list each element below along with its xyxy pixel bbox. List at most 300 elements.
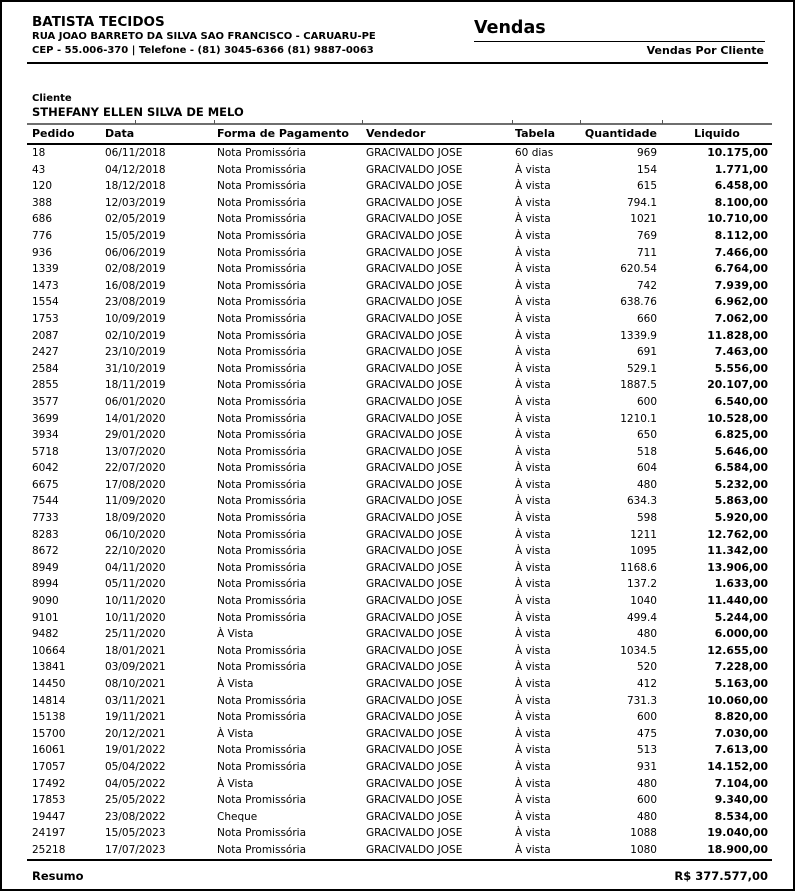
cell-quantidade: 1339.9 — [620, 329, 657, 342]
table-row — [27, 361, 772, 378]
table-row — [27, 162, 772, 179]
cell-tabela: À vista — [515, 578, 551, 591]
header-cell-vendedor: Vendedor — [366, 124, 515, 144]
cell-quantidade: 691 — [636, 346, 657, 359]
cell-tabela: À vista — [515, 727, 551, 740]
cell-forma-de-pagamento: Nota Promissória — [217, 794, 307, 807]
summary-label: Resumo — [32, 868, 84, 883]
cell-quantidade: 634.3 — [626, 495, 657, 508]
cell-quantidade: 620.54 — [620, 263, 657, 276]
cell-quantidade: 660 — [636, 312, 657, 325]
cell-tabela: À vista — [515, 279, 551, 292]
cell-forma-de-pagamento: Nota Promissória — [217, 180, 307, 193]
cell-liquido: 7.228,00 — [714, 660, 768, 674]
cell-quantidade: 1034.5 — [620, 644, 657, 657]
cell-data: 18/01/2021 — [105, 644, 166, 657]
cell-liquido: 19.040,00 — [707, 826, 768, 840]
cell-pedido: 13841 — [32, 661, 66, 674]
cell-vendedor: GRACIVALDO JOSE — [366, 495, 463, 508]
table-row — [27, 776, 772, 793]
cell-vendedor: GRACIVALDO JOSE — [366, 263, 463, 276]
column-tick — [662, 120, 663, 124]
cell-forma-de-pagamento: Nota Promissória — [217, 346, 307, 359]
cell-liquido: 12.655,00 — [707, 643, 768, 657]
cell-forma-de-pagamento: Nota Promissória — [217, 429, 307, 442]
cell-liquido: 6.000,00 — [714, 627, 768, 641]
cell-vendedor: GRACIVALDO JOSE — [366, 545, 463, 558]
cell-tabela: À vista — [515, 628, 551, 641]
cell-quantidade: 1021 — [630, 213, 657, 226]
cell-tabela: À vista — [515, 545, 551, 558]
cell-forma-de-pagamento: Nota Promissória — [217, 661, 307, 674]
cell-data: 12/03/2019 — [105, 196, 166, 209]
column-tick — [362, 120, 363, 124]
cell-data: 16/08/2019 — [105, 279, 166, 292]
table-row — [27, 593, 772, 610]
cell-data: 06/11/2018 — [105, 147, 166, 159]
table-row — [27, 294, 772, 311]
cell-liquido: 7.104,00 — [714, 776, 768, 790]
cell-pedido: 3699 — [32, 412, 59, 425]
summary-total: R$ 377.577,00 — [674, 868, 768, 883]
cell-forma-de-pagamento: Nota Promissória — [217, 827, 307, 840]
cell-quantidade: 499.4 — [626, 611, 657, 624]
cell-quantidade: 1211 — [630, 528, 657, 541]
cell-data: 15/05/2023 — [105, 827, 166, 840]
cell-pedido: 3934 — [32, 429, 59, 442]
cell-forma-de-pagamento: Nota Promissória — [217, 312, 307, 325]
cell-tabela: 60 dias — [515, 147, 554, 159]
cell-tabela: À vista — [515, 843, 551, 856]
cell-pedido: 2855 — [32, 379, 59, 392]
cell-pedido: 10664 — [32, 644, 66, 657]
cell-quantidade: 480 — [636, 777, 657, 790]
cell-pedido: 2584 — [32, 362, 59, 375]
cell-pedido: 17057 — [32, 760, 66, 773]
cell-data: 05/11/2020 — [105, 578, 166, 591]
header-divider — [27, 62, 768, 64]
table-row — [27, 792, 772, 809]
cell-quantidade: 1088 — [630, 827, 657, 840]
cell-liquido: 20.107,00 — [707, 378, 768, 392]
cell-data: 06/06/2019 — [105, 246, 166, 259]
cell-quantidade: 1080 — [630, 843, 657, 856]
table-row — [27, 825, 772, 842]
cell-tabela: À vista — [515, 744, 551, 757]
cell-data: 04/05/2022 — [105, 777, 166, 790]
cell-forma-de-pagamento: À Vista — [217, 678, 254, 690]
cell-tabela: À vista — [515, 346, 551, 359]
cell-pedido: 776 — [32, 229, 53, 242]
cell-vendedor: GRACIVALDO JOSE — [366, 395, 463, 408]
table-row — [27, 178, 772, 195]
cell-pedido: 16061 — [32, 744, 66, 757]
cell-quantidade: 615 — [636, 180, 657, 193]
column-tick — [135, 120, 136, 124]
cell-vendedor: GRACIVALDO JOSE — [366, 711, 463, 724]
cell-tabela: À vista — [515, 296, 551, 309]
cell-vendedor: GRACIVALDO JOSE — [366, 644, 463, 657]
cell-liquido: 6.584,00 — [714, 461, 768, 475]
table-row — [27, 759, 772, 776]
cell-forma-de-pagamento: Nota Promissória — [217, 644, 307, 657]
cell-tabela: À vista — [515, 561, 551, 574]
cell-vendedor: GRACIVALDO JOSE — [366, 445, 463, 458]
table-row — [27, 245, 772, 262]
report-subtitle: Vendas Por Cliente — [646, 44, 764, 57]
cell-pedido: 9482 — [32, 628, 59, 641]
client-name: STHEFANY ELLEN SILVA DE MELO — [32, 105, 244, 119]
sales-report-body — [27, 123, 772, 883]
table-row — [27, 460, 772, 477]
cell-pedido: 5718 — [32, 445, 59, 458]
table-row — [27, 543, 772, 560]
cell-liquido: 6.764,00 — [714, 262, 768, 276]
cell-data: 02/08/2019 — [105, 263, 166, 276]
cell-pedido: 8283 — [32, 528, 59, 541]
cell-pedido: 936 — [32, 246, 53, 259]
cell-liquido: 6.540,00 — [714, 394, 768, 408]
cell-liquido: 10.175,00 — [707, 146, 768, 159]
title-underline — [474, 41, 765, 43]
cell-liquido: 1.633,00 — [714, 577, 768, 591]
cell-forma-de-pagamento: Nota Promissória — [217, 711, 307, 724]
cell-liquido: 12.762,00 — [707, 527, 768, 541]
cell-liquido: 7.062,00 — [714, 311, 768, 325]
cell-pedido: 25218 — [32, 843, 66, 856]
company-name: BATISTA TECIDOS — [32, 14, 165, 30]
cell-data: 18/09/2020 — [105, 512, 166, 525]
cell-pedido: 686 — [32, 213, 53, 226]
table-row — [27, 328, 772, 345]
cell-tabela: À vista — [515, 163, 551, 176]
cell-quantidade: 513 — [636, 744, 657, 757]
cell-vendedor: GRACIVALDO JOSE — [366, 628, 463, 641]
cell-forma-de-pagamento: Cheque — [217, 810, 258, 823]
cell-vendedor: GRACIVALDO JOSE — [366, 213, 463, 226]
cell-data: 10/11/2020 — [105, 595, 166, 608]
cell-quantidade: 711 — [636, 246, 657, 259]
cell-data: 17/07/2023 — [105, 843, 166, 856]
cell-vendedor: GRACIVALDO JOSE — [366, 147, 463, 159]
column-tick — [214, 120, 215, 124]
cell-forma-de-pagamento: Nota Promissória — [217, 462, 307, 475]
cell-tabela: À vista — [515, 196, 551, 209]
cell-tabela: À vista — [515, 794, 551, 807]
cell-forma-de-pagamento: Nota Promissória — [217, 163, 307, 176]
cell-quantidade: 480 — [636, 628, 657, 641]
cell-quantidade: 769 — [636, 229, 657, 242]
cell-tabela: À vista — [515, 412, 551, 425]
summary-row — [27, 859, 772, 883]
cell-vendedor: GRACIVALDO JOSE — [366, 412, 463, 425]
cell-forma-de-pagamento: Nota Promissória — [217, 445, 307, 458]
cell-vendedor: GRACIVALDO JOSE — [366, 279, 463, 292]
cell-quantidade: 650 — [636, 429, 657, 442]
cell-forma-de-pagamento: Nota Promissória — [217, 561, 307, 574]
cell-vendedor: GRACIVALDO JOSE — [366, 843, 463, 856]
cell-tabela: À vista — [515, 495, 551, 508]
cell-forma-de-pagamento: Nota Promissória — [217, 478, 307, 491]
table-row — [27, 610, 772, 627]
table-row — [27, 809, 772, 826]
cell-pedido: 14814 — [32, 694, 66, 707]
report-title: Vendas — [474, 18, 546, 38]
cell-pedido: 17492 — [32, 777, 66, 790]
cell-vendedor: GRACIVALDO JOSE — [366, 678, 463, 690]
cell-pedido: 9090 — [32, 595, 59, 608]
cell-pedido: 7733 — [32, 512, 59, 525]
cell-data: 22/07/2020 — [105, 462, 166, 475]
cell-quantidade: 1040 — [630, 595, 657, 608]
cell-liquido: 10.710,00 — [707, 212, 768, 226]
cell-data: 05/04/2022 — [105, 760, 166, 773]
table-row — [27, 510, 772, 527]
table-body — [27, 144, 772, 859]
cell-quantidade: 600 — [636, 395, 657, 408]
cell-vendedor: GRACIVALDO JOSE — [366, 429, 463, 442]
cell-vendedor: GRACIVALDO JOSE — [366, 528, 463, 541]
cell-vendedor: GRACIVALDO JOSE — [366, 744, 463, 757]
cell-pedido: 1753 — [32, 312, 59, 325]
cell-forma-de-pagamento: Nota Promissória — [217, 694, 307, 707]
cell-data: 25/11/2020 — [105, 628, 166, 641]
cell-vendedor: GRACIVALDO JOSE — [366, 478, 463, 491]
cell-quantidade: 480 — [636, 478, 657, 491]
cell-pedido: 24197 — [32, 827, 66, 840]
cell-liquido: 5.163,00 — [714, 677, 768, 690]
cell-tabela: À vista — [515, 595, 551, 608]
cell-liquido: 7.613,00 — [714, 743, 768, 757]
cell-data: 25/05/2022 — [105, 794, 166, 807]
table-row — [27, 144, 772, 162]
cell-forma-de-pagamento: Nota Promissória — [217, 744, 307, 757]
table-row — [27, 377, 772, 394]
cell-quantidade: 731.3 — [626, 694, 657, 707]
cell-forma-de-pagamento: À Vista — [217, 727, 254, 740]
cell-pedido: 18 — [32, 147, 46, 159]
cell-tabela: À vista — [515, 678, 551, 690]
cell-liquido: 6.962,00 — [714, 295, 768, 309]
cell-liquido: 1.771,00 — [714, 162, 768, 176]
cell-data: 19/01/2022 — [105, 744, 166, 757]
table-row — [27, 643, 772, 660]
cell-forma-de-pagamento: Nota Promissória — [217, 412, 307, 425]
cell-liquido: 5.863,00 — [714, 494, 768, 508]
cell-quantidade: 1095 — [630, 545, 657, 558]
cell-data: 23/08/2019 — [105, 296, 166, 309]
cell-pedido: 14450 — [32, 678, 66, 690]
column-tick — [512, 120, 513, 124]
cell-liquido: 11.440,00 — [707, 594, 768, 608]
cell-pedido: 1339 — [32, 263, 59, 276]
cell-tabela: À vista — [515, 213, 551, 226]
cell-pedido: 120 — [32, 180, 53, 193]
table-row — [27, 493, 772, 510]
cell-data: 04/11/2020 — [105, 561, 166, 574]
cell-vendedor: GRACIVALDO JOSE — [366, 462, 463, 475]
cell-liquido: 8.100,00 — [714, 195, 768, 209]
cell-data: 20/12/2021 — [105, 727, 166, 740]
cell-data: 15/05/2019 — [105, 229, 166, 242]
cell-data: 08/10/2021 — [105, 678, 166, 690]
cell-quantidade: 518 — [636, 445, 657, 458]
cell-data: 11/09/2020 — [105, 495, 166, 508]
table-row — [27, 726, 772, 743]
company-address: RUA JOAO BARRETO DA SILVA SAO FRANCISCO - CARUARU-PE — [32, 31, 376, 42]
cell-quantidade: 638.76 — [620, 296, 657, 309]
cell-liquido: 5.646,00 — [714, 444, 768, 458]
table-row — [27, 659, 772, 676]
cell-vendedor: GRACIVALDO JOSE — [366, 379, 463, 392]
cell-data: 18/12/2018 — [105, 180, 166, 193]
cell-tabela: À vista — [515, 395, 551, 408]
cell-tabela: À vista — [515, 478, 551, 491]
cell-vendedor: GRACIVALDO JOSE — [366, 760, 463, 773]
cell-tabela: À vista — [515, 263, 551, 276]
table-row — [27, 311, 772, 328]
cell-data: 14/01/2020 — [105, 412, 166, 425]
cell-liquido: 5.232,00 — [714, 477, 768, 491]
cell-pedido: 9101 — [32, 611, 59, 624]
cell-tabela: À vista — [515, 661, 551, 674]
cell-pedido: 1473 — [32, 279, 59, 292]
cell-tabela: À vista — [515, 694, 551, 707]
cell-vendedor: GRACIVALDO JOSE — [366, 661, 463, 674]
cell-forma-de-pagamento: Nota Promissória — [217, 395, 307, 408]
cell-forma-de-pagamento: Nota Promissória — [217, 379, 307, 392]
cell-vendedor: GRACIVALDO JOSE — [366, 694, 463, 707]
cell-liquido: 6.458,00 — [714, 179, 768, 193]
column-tick — [580, 120, 581, 124]
cell-data: 22/10/2020 — [105, 545, 166, 558]
cell-liquido: 7.466,00 — [714, 245, 768, 259]
cell-liquido: 11.342,00 — [707, 544, 768, 558]
cell-vendedor: GRACIVALDO JOSE — [366, 296, 463, 309]
cell-pedido: 2427 — [32, 346, 59, 359]
cell-quantidade: 742 — [636, 279, 657, 292]
cell-forma-de-pagamento: Nota Promissória — [217, 843, 307, 856]
cell-vendedor: GRACIVALDO JOSE — [366, 561, 463, 574]
cell-pedido: 1554 — [32, 296, 59, 309]
cell-forma-de-pagamento: À Vista — [217, 628, 254, 641]
cell-quantidade: 604 — [636, 462, 657, 475]
cell-pedido: 6042 — [32, 462, 59, 475]
cell-pedido: 19447 — [32, 810, 66, 823]
table-row — [27, 344, 772, 361]
cell-vendedor: GRACIVALDO JOSE — [366, 595, 463, 608]
cell-data: 10/11/2020 — [105, 611, 166, 624]
cell-data: 29/01/2020 — [105, 429, 166, 442]
cell-quantidade: 475 — [636, 727, 657, 740]
cell-quantidade: 598 — [636, 512, 657, 525]
cell-liquido: 18.900,00 — [707, 842, 768, 856]
table-row — [27, 444, 772, 461]
cell-liquido: 10.528,00 — [707, 411, 768, 425]
cell-quantidade: 600 — [636, 794, 657, 807]
cell-vendedor: GRACIVALDO JOSE — [366, 512, 463, 525]
cell-vendedor: GRACIVALDO JOSE — [366, 196, 463, 209]
cell-tabela: À vista — [515, 827, 551, 840]
cell-quantidade: 154 — [636, 163, 657, 176]
header-cell-pedido: Pedido — [27, 124, 105, 144]
cell-vendedor: GRACIVALDO JOSE — [366, 794, 463, 807]
cell-forma-de-pagamento: Nota Promissória — [217, 329, 307, 342]
cell-pedido: 388 — [32, 196, 53, 209]
cell-liquido: 7.939,00 — [714, 278, 768, 292]
cell-forma-de-pagamento: Nota Promissória — [217, 246, 307, 259]
cell-tabela: À vista — [515, 180, 551, 193]
cell-pedido: 2087 — [32, 329, 59, 342]
cell-data: 03/09/2021 — [105, 661, 166, 674]
cell-vendedor: GRACIVALDO JOSE — [366, 346, 463, 359]
table-row — [27, 477, 772, 494]
cell-quantidade: 1210.1 — [620, 412, 657, 425]
cell-pedido: 3577 — [32, 395, 59, 408]
cell-tabela: À vista — [515, 246, 551, 259]
table-row — [27, 195, 772, 212]
cell-forma-de-pagamento: Nota Promissória — [217, 495, 307, 508]
cell-forma-de-pagamento: Nota Promissória — [217, 279, 307, 292]
cell-liquido: 9.340,00 — [714, 793, 768, 807]
cell-quantidade: 931 — [636, 760, 657, 773]
cell-tabela: À vista — [515, 462, 551, 475]
cell-tabela: À vista — [515, 312, 551, 325]
cell-forma-de-pagamento: Nota Promissória — [217, 147, 307, 159]
cell-tabela: À vista — [515, 644, 551, 657]
cell-tabela: À vista — [515, 760, 551, 773]
cell-pedido: 17853 — [32, 794, 66, 807]
cell-pedido: 8949 — [32, 561, 59, 574]
sales-table — [27, 123, 772, 859]
cell-forma-de-pagamento: Nota Promissória — [217, 611, 307, 624]
cell-liquido: 14.152,00 — [707, 759, 768, 773]
cell-vendedor: GRACIVALDO JOSE — [366, 180, 463, 193]
cell-vendedor: GRACIVALDO JOSE — [366, 229, 463, 242]
cell-quantidade: 137.2 — [626, 578, 657, 591]
cell-forma-de-pagamento: Nota Promissória — [217, 528, 307, 541]
cell-forma-de-pagamento: Nota Promissória — [217, 578, 307, 591]
cell-vendedor: GRACIVALDO JOSE — [366, 312, 463, 325]
cell-liquido: 7.030,00 — [714, 726, 768, 740]
cell-tabela: À vista — [515, 329, 551, 342]
cell-liquido: 8.534,00 — [714, 809, 768, 823]
cell-vendedor: GRACIVALDO JOSE — [366, 163, 463, 176]
cell-liquido: 11.828,00 — [707, 328, 768, 342]
cell-vendedor: GRACIVALDO JOSE — [366, 329, 463, 342]
cell-tabela: À vista — [515, 777, 551, 790]
cell-quantidade: 480 — [636, 810, 657, 823]
cell-pedido: 43 — [32, 163, 46, 176]
cell-tabela: À vista — [515, 429, 551, 442]
cell-data: 02/05/2019 — [105, 213, 166, 226]
cell-tabela: À vista — [515, 379, 551, 392]
cell-forma-de-pagamento: Nota Promissória — [217, 263, 307, 276]
cell-data: 03/11/2021 — [105, 694, 166, 707]
cell-tabela: À vista — [515, 229, 551, 242]
cell-vendedor: GRACIVALDO JOSE — [366, 827, 463, 840]
cell-vendedor: GRACIVALDO JOSE — [366, 810, 463, 823]
header-cell-liquido: Liquido — [662, 124, 772, 144]
cell-pedido: 8672 — [32, 545, 59, 558]
cell-vendedor: GRACIVALDO JOSE — [366, 777, 463, 790]
cell-forma-de-pagamento: Nota Promissória — [217, 760, 307, 773]
table-row — [27, 693, 772, 710]
header-cell-data: Data — [105, 124, 217, 144]
cell-data: 06/01/2020 — [105, 395, 166, 408]
cell-data: 06/10/2020 — [105, 528, 166, 541]
cell-forma-de-pagamento: Nota Promissória — [217, 296, 307, 309]
